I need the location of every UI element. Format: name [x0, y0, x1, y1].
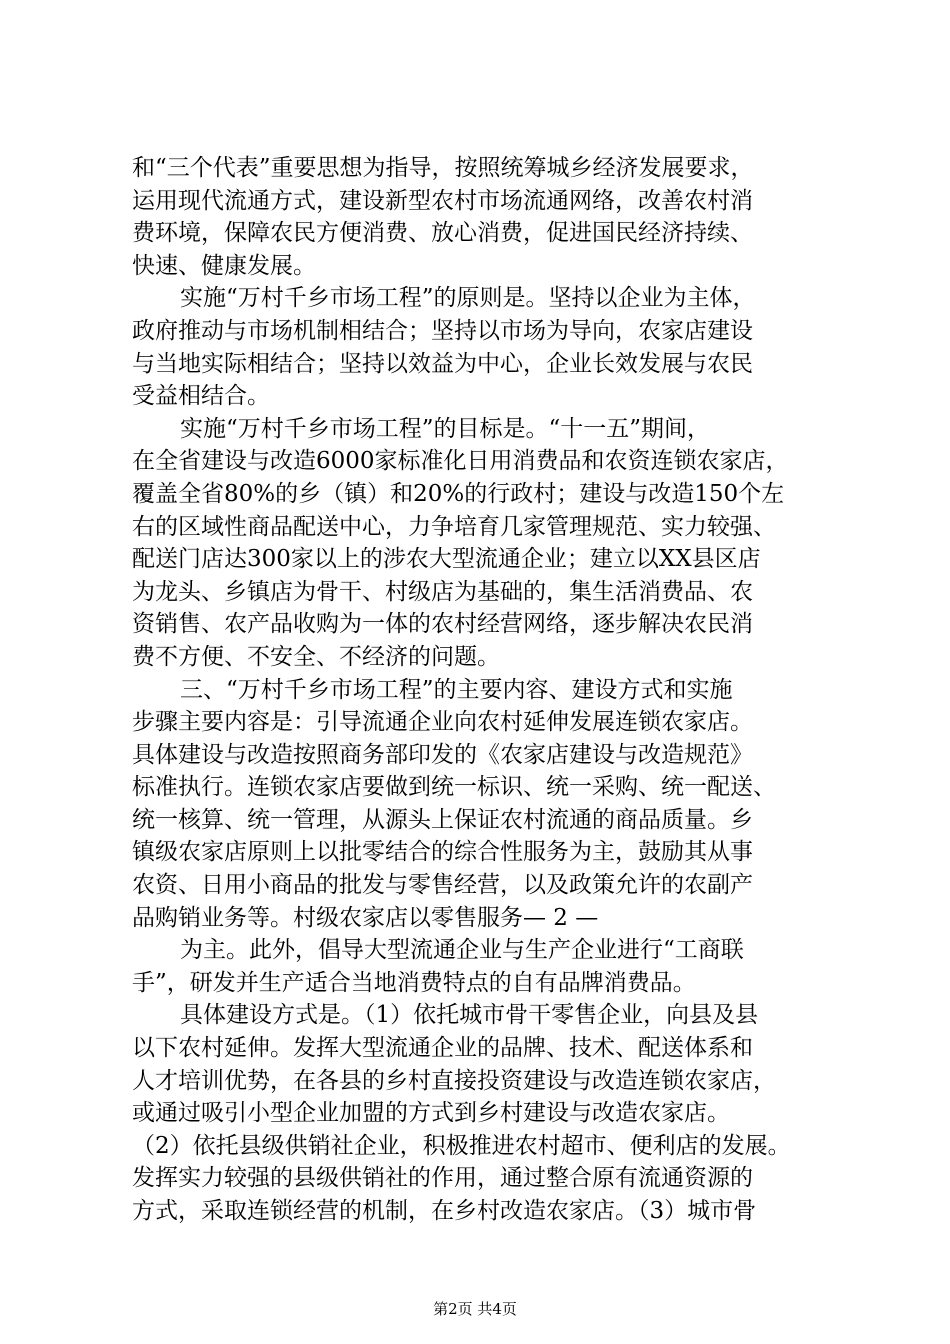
text-line: 为主。此外，倡导大型流通企业与生产企业进行“工商联 — [180, 937, 744, 964]
paragraph — [132, 934, 842, 999]
text-line: 人才培训优势，在各县的乡村直接投资建设与改造连锁农家店， — [132, 1067, 776, 1094]
paragraph — [132, 413, 842, 674]
text-line: 资销售、农产品收购为一体的农村经营网络，逐步解决农民消 — [132, 611, 753, 638]
text-line: 覆盖全省80%的乡（镇）和20%的行政村；建设与改造150个左 — [132, 480, 785, 507]
text-line: 费环境，保障农民方便消费、放心消费，促进国民经济持续、 — [132, 220, 753, 247]
text-line: 标准执行。连锁农家店要做到统一标识、统一采购、统一配送、 — [132, 774, 776, 801]
document-body — [132, 152, 842, 1228]
text-line: 统一核算、统一管理，从源头上保证农村流通的商品质量。乡 — [132, 806, 753, 833]
text-line: 具体建设与改造按照商务部印发的《农家店建设与改造规范》 — [132, 741, 753, 768]
paragraph — [132, 999, 842, 1227]
paragraph — [132, 282, 842, 412]
text-line: 农资、日用小商品的批发与零售经营，以及政策允许的农副产 — [132, 872, 753, 899]
text-line: 方式，采取连锁经营的机制，在乡村改造农家店。（3）城市骨 — [132, 1198, 757, 1224]
text-line: 费不方便、不安全、不经济的问题。 — [132, 643, 500, 670]
text-line: 和“三个代表”重要思想为指导，按照统筹城乡经济发展要求， — [132, 155, 754, 181]
text-line: （2）依托县级供销社企业，积极推进农村超市、便利店的发展。 — [132, 1132, 791, 1159]
page-footer: 第2页 共4页 — [433, 1300, 517, 1318]
text-line: 在全省建设与改造6000家标准化日用消费品和农资连锁农家店， — [132, 448, 789, 475]
text-line: 三、“万村千乡市场工程”的主要内容、建设方式和实施 — [180, 676, 733, 703]
paragraph — [132, 152, 842, 282]
text-line: 或通过吸引小型企业加盟的方式到乡村建设与改造农家店。 — [132, 1100, 730, 1127]
text-line: 快速、健康发展。 — [132, 252, 316, 279]
paragraph — [132, 674, 842, 935]
text-line: 发挥实力较强的县级供销社的作用，通过整合原有流通资源的 — [132, 1165, 753, 1192]
text-line: 配送门店达300家以上的涉农大型流通企业；建立以XX县区店 — [132, 546, 761, 573]
text-line: 与当地实际相结合；坚持以效益为中心，企业长效发展与农民 — [132, 350, 753, 377]
text-line: 政府推动与市场机制相结合；坚持以市场为导向，农家店建设 — [132, 317, 753, 344]
text-line: 实施“万村千乡市场工程”的目标是。“十一五”期间， — [180, 415, 711, 442]
text-line: 具体建设方式是。（1）依托城市骨干零售企业，向县及县 — [180, 1002, 759, 1029]
text-line: 右的区域性商品配送中心，力争培育几家管理规范、实力较强、 — [132, 513, 776, 540]
text-line: 实施“万村千乡市场工程”的原则是。坚持以企业为主体， — [180, 285, 756, 312]
text-line: 品购销业务等。村级农家店以零售服务— 2 — — [132, 904, 599, 931]
text-line: 步骤主要内容是：引导流通企业向农村延伸发展连锁农家店。 — [132, 709, 753, 736]
text-line: 运用现代流通方式，建设新型农村市场流通网络，改善农村消 — [132, 187, 753, 214]
text-line: 镇级农家店原则上以批零结合的综合性服务为主，鼓励其从事 — [132, 839, 753, 866]
text-line: 手”，研发并生产适合当地消费特点的自有品牌消费品。 — [132, 969, 696, 996]
text-line: 以下农村延伸。发挥大型流通企业的品牌、技术、配送体系和 — [132, 1035, 753, 1062]
text-line: 受益相结合。 — [132, 383, 270, 410]
text-line: 为龙头、乡镇店为骨干、村级店为基础的，集生活消费品、农 — [132, 578, 753, 605]
